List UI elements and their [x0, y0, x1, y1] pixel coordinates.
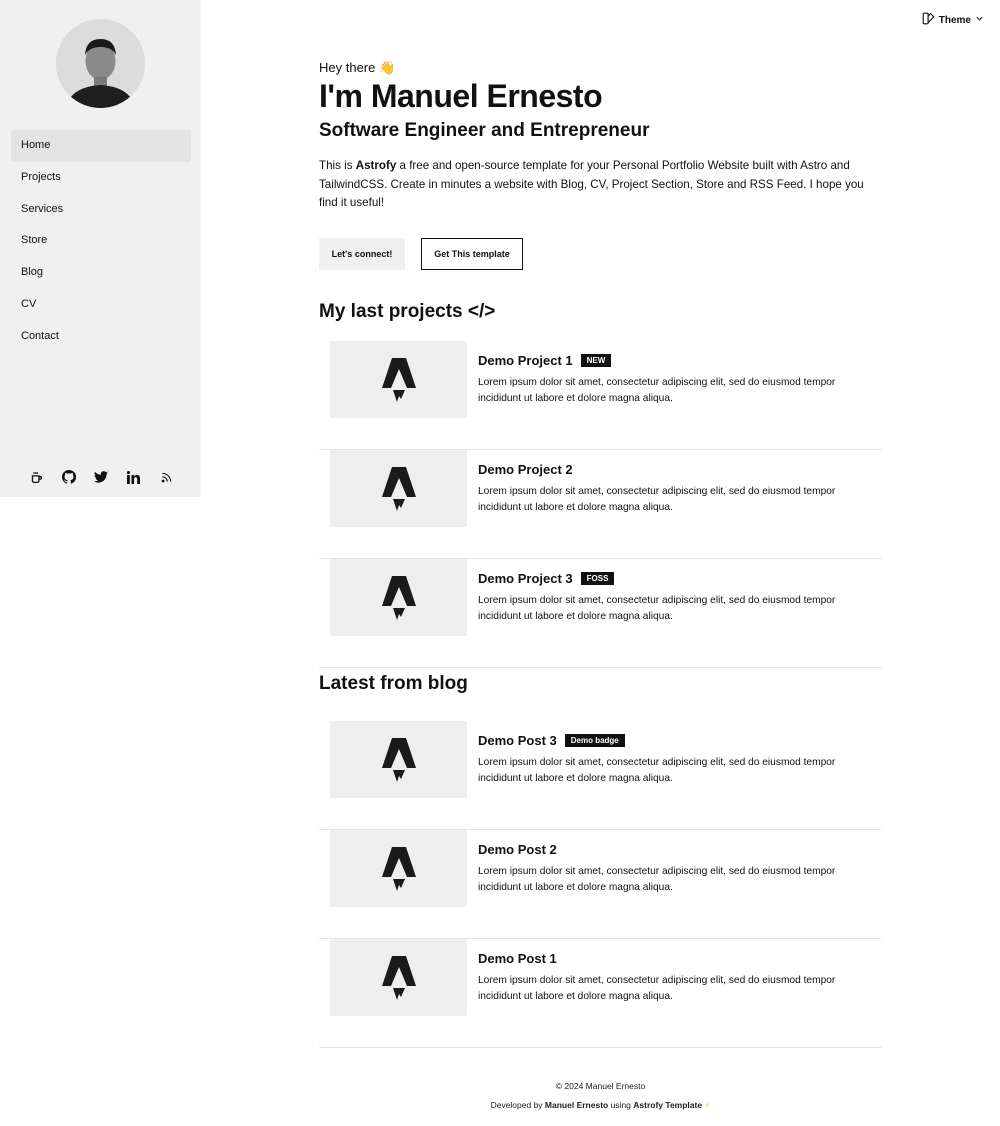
item-description: Lorem ipsum dolor sit amet, consectetur adipiscing elit, sed do eiusmod tempor incididunt ut labore et dolore magna aliqua.: [478, 757, 836, 784]
astro-logo-icon: [382, 736, 416, 784]
intro-text: This is Astrofy a free and open-source template for your Personal Portfolio Website built with Astro and TailwindCSS. Create in minutes a website with Blog, CV, Project Section, Store and RSS Feed. I hope you find it useful!: [319, 159, 864, 209]
chevron-down-icon: [975, 14, 984, 26]
item-title: Demo Project 2: [478, 462, 573, 477]
thumbnail: [330, 341, 467, 418]
item-description: Lorem ipsum dolor sit amet, consectetur adipiscing elit, sed do eiusmod tempor incididunt ut labore et dolore magna aliqua.: [478, 486, 836, 513]
item-title: Demo Project 3: [478, 571, 573, 586]
project-item[interactable]: [319, 450, 882, 559]
blog-post-item[interactable]: [319, 830, 882, 939]
sidebar-item-services[interactable]: Services: [21, 202, 64, 215]
thumbnail: [330, 830, 467, 907]
greeting: Hey there 👋: [319, 60, 396, 75]
astro-logo-icon: [382, 845, 416, 893]
github-icon[interactable]: [59, 467, 79, 487]
sidebar-nav: [11, 130, 191, 353]
theme-icon: [922, 12, 935, 28]
theme-label: Theme: [938, 14, 971, 26]
project-item[interactable]: [319, 341, 882, 450]
social-links: [26, 467, 176, 487]
item-description: Lorem ipsum dolor sit amet, consectetur adipiscing elit, sed do eiusmod tempor incididunt ut labore et dolore magna aliqua.: [478, 377, 836, 404]
thumbnail: [330, 559, 467, 636]
sidebar-item-store[interactable]: Store: [21, 234, 48, 247]
avatar: [56, 19, 145, 108]
sidebar-item-blog[interactable]: Blog: [21, 266, 44, 279]
item-description: Lorem ipsum dolor sit amet, consectetur adipiscing elit, sed do eiusmod tempor incididunt ut labore et dolore magna aliqua.: [478, 866, 836, 893]
project-item[interactable]: [319, 559, 882, 668]
sidebar-item-home[interactable]: Home: [11, 130, 191, 162]
twitter-icon[interactable]: [91, 467, 111, 487]
blog-title: Latest from blog: [319, 673, 468, 694]
lightning-icon: ⚡: [704, 1100, 711, 1110]
item-description: Lorem ipsum dolor sit amet, consectetur adipiscing elit, sed do eiusmod tempor incididunt ut labore et dolore magna aliqua.: [478, 595, 836, 622]
item-description: Lorem ipsum dolor sit amet, consectetur adipiscing elit, sed do eiusmod tempor incididunt ut labore et dolore magna aliqua.: [478, 975, 836, 1002]
linkedin-icon[interactable]: [124, 467, 144, 487]
thumbnail: [330, 721, 467, 798]
get-template-button[interactable]: Get This template: [421, 238, 523, 270]
astro-logo-icon: [382, 465, 416, 513]
astro-logo-icon: [382, 574, 416, 622]
blog-post-item[interactable]: [319, 721, 882, 830]
template-link[interactable]: Astrofy Template: [633, 1100, 703, 1110]
blog-post-item[interactable]: [319, 939, 882, 1048]
page-title: I'm Manuel Ernesto: [319, 78, 603, 114]
item-title: Demo Post 2: [478, 842, 557, 857]
item-title: Demo Post 1: [478, 951, 557, 966]
footer-copyright: © 2024 Manuel Ernesto: [555, 1081, 646, 1091]
astro-logo-icon: [382, 356, 416, 404]
demo-badge: Demo badge: [565, 734, 625, 747]
author-link[interactable]: Manuel Ernesto: [544, 1100, 609, 1110]
footer-credits: Developed by Manuel Ernesto using Astrofy Template ⚡: [490, 1100, 711, 1110]
connect-button[interactable]: Let's connect!: [319, 238, 405, 270]
item-title: Demo Project 1: [478, 353, 573, 368]
item-title: Demo Post 3: [478, 733, 557, 748]
thumbnail: [330, 939, 467, 1016]
thumbnail: [330, 450, 467, 527]
projects-title: My last projects </>: [319, 301, 496, 322]
wave-emoji: 👋: [379, 60, 396, 75]
rss-icon[interactable]: [156, 467, 176, 487]
foss-badge: FOSS: [581, 572, 615, 585]
astro-logo-icon: [382, 954, 416, 1002]
coffee-icon[interactable]: [26, 467, 46, 487]
theme-dropdown[interactable]: [922, 12, 984, 28]
sidebar-item-cv[interactable]: CV: [21, 297, 37, 310]
sidebar: [0, 0, 201, 497]
new-badge: NEW: [581, 354, 612, 367]
sidebar-item-projects[interactable]: Projects: [21, 170, 61, 183]
subtitle: Software Engineer and Entrepreneur: [319, 120, 650, 141]
sidebar-item-contact[interactable]: Contact: [21, 329, 59, 342]
